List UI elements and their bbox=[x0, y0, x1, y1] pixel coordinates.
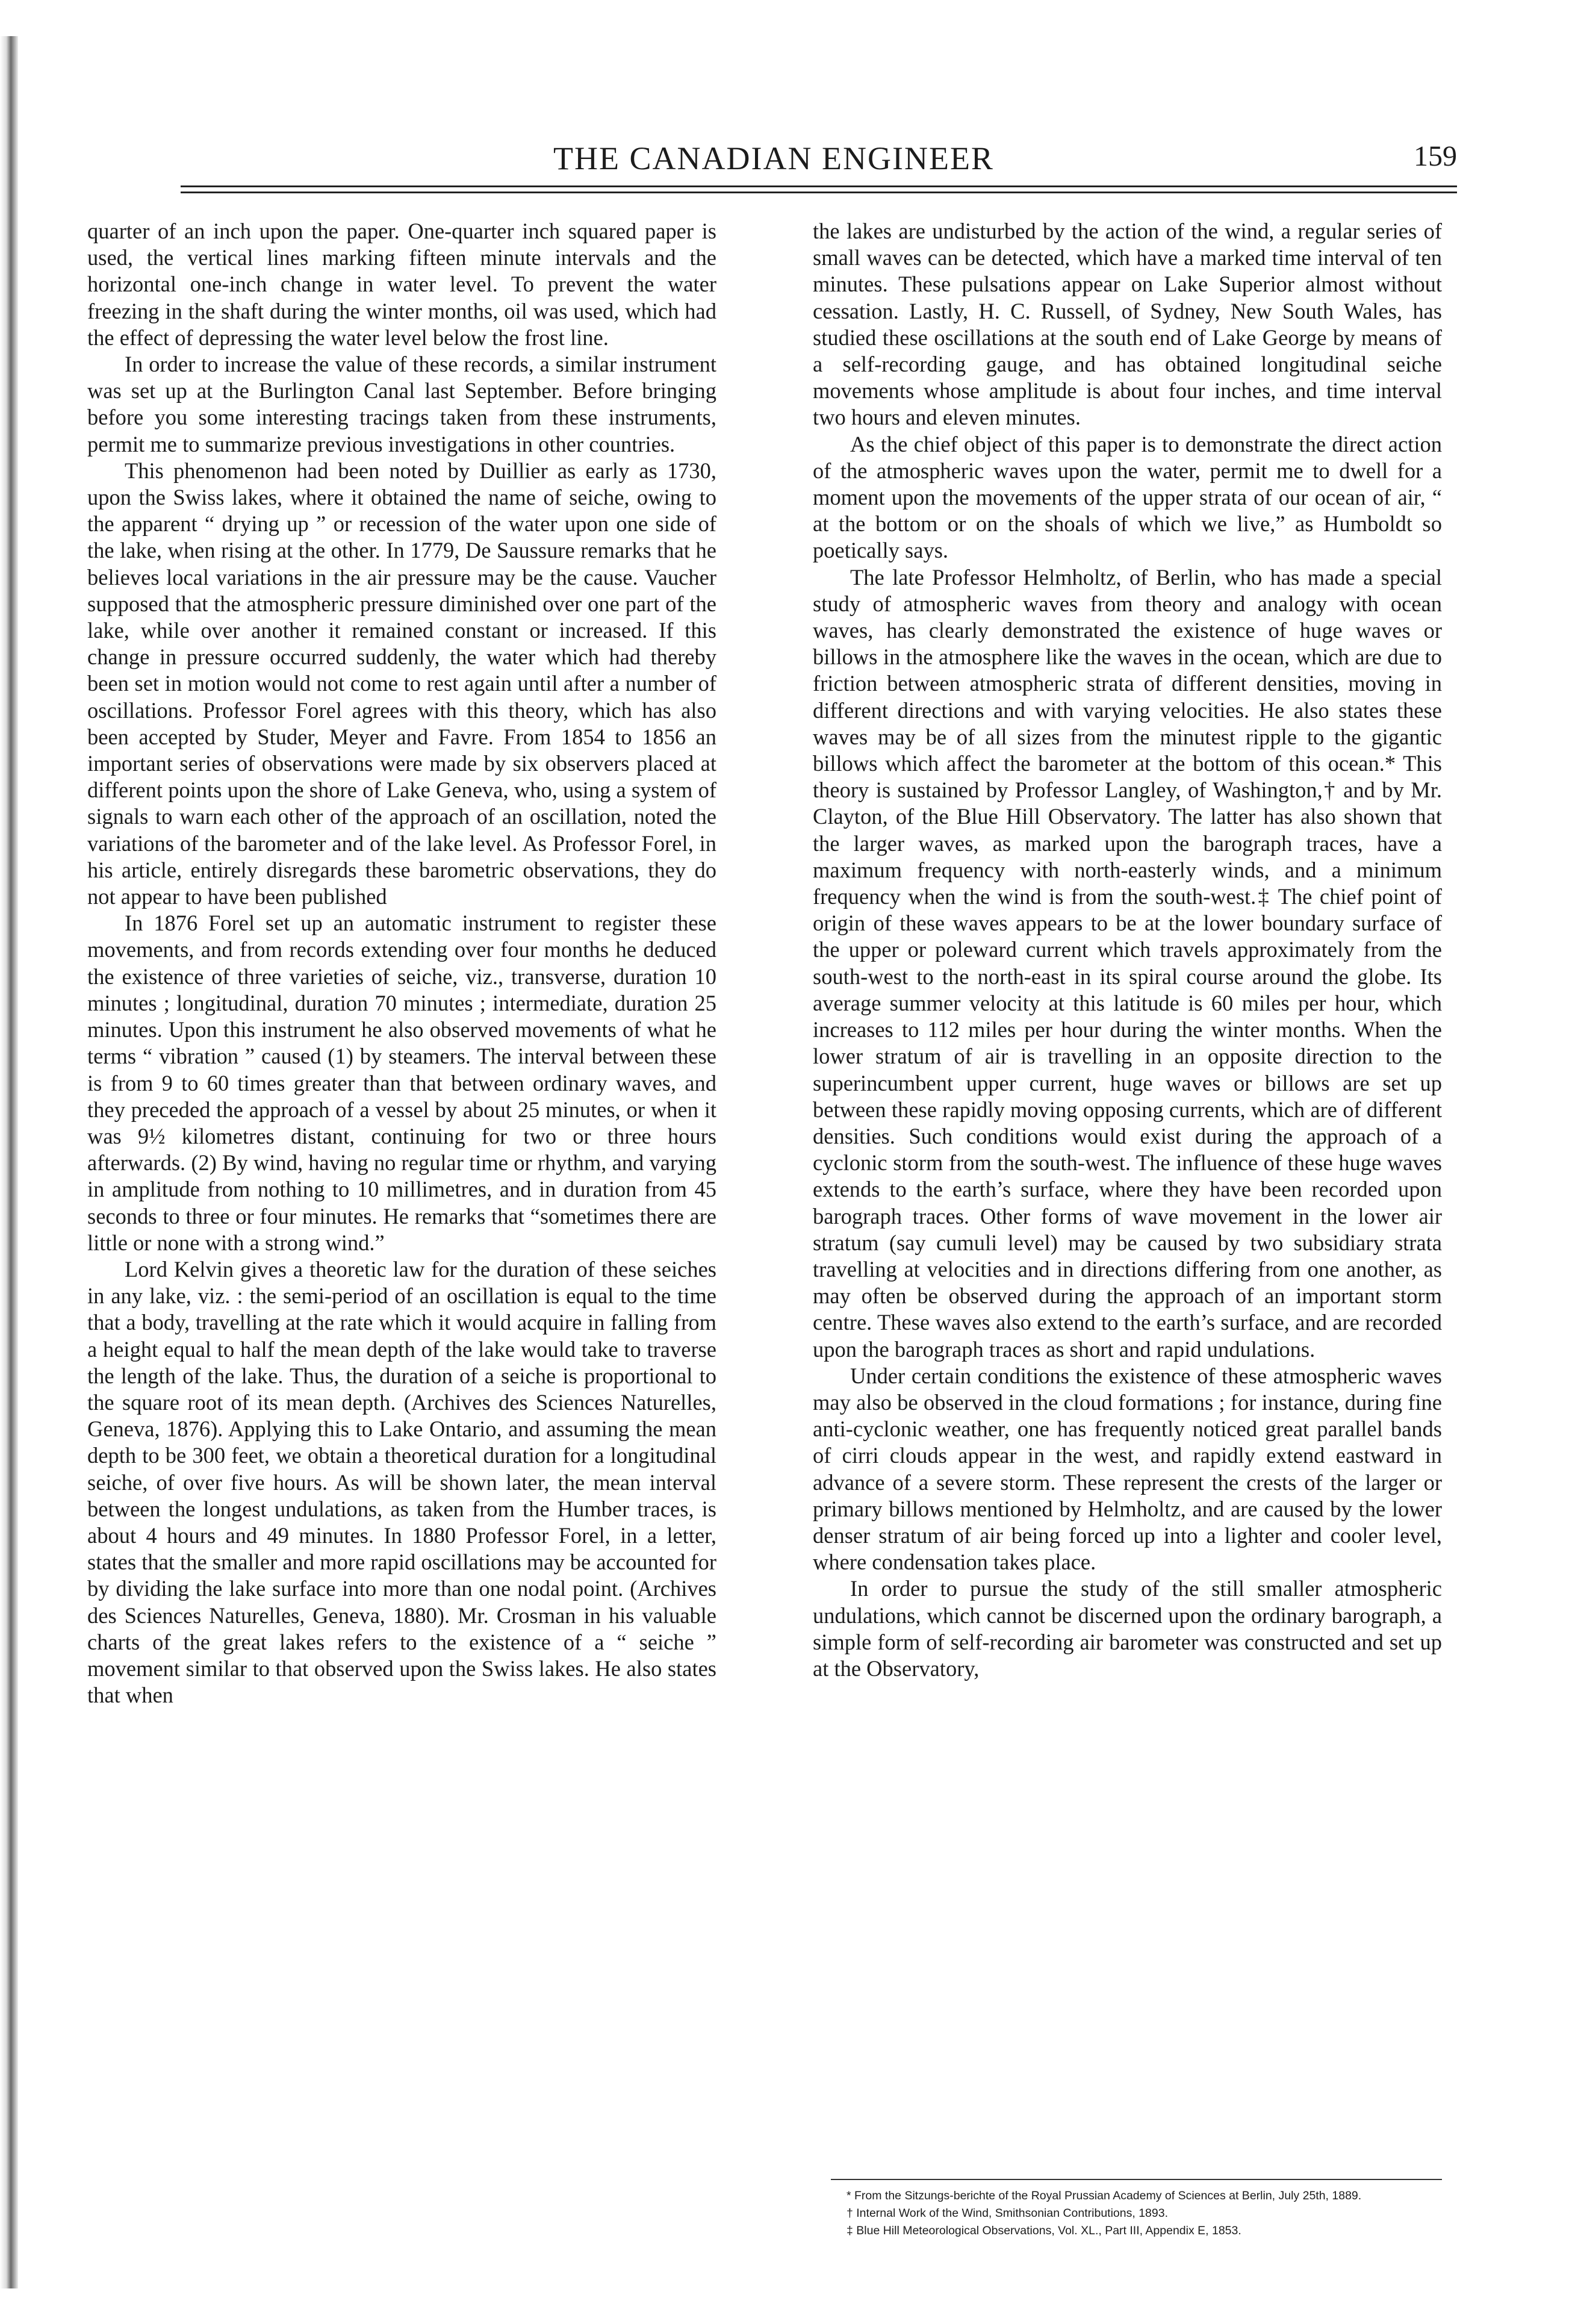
header-rule-top bbox=[181, 185, 1457, 187]
paragraph: Lord Kelvin gives a theoretic law for the duration of these seiches in any lake, viz. : the semi-period of an oscillation is equal to the time that a body, travelling at the rate which it would acquire in falling from a height equal to half the mean depth of the lake would take to traverse the length of the lake. Thus, the duration of a seiche is proportional to the square root of its mean depth. (Archives des Sciences Naturelles, Geneva, 1876). Applying this to Lake Ontario, and assuming the mean depth to be 300 feet, we obtain a theoretical duration for a longitudinal seiche, of over five hours. As will be shown later, the mean interval between the longest undulations, as taken from the Humber traces, is about 4 hours and 49 minutes. In 1880 Professor Forel, in a letter, states that the smaller and more rapid oscillations may be accounted for by dividing the lake surface into more than one nodal point. (Archives des Sciences Naturelles, Geneva, 1880). Mr. Crosman in his valuable charts of the great lakes refers to the existence of a “ seiche ” movement similar to that observed upon the Swiss lakes. He also states that when bbox=[87, 1256, 716, 1708]
footnote-rule bbox=[831, 2179, 1442, 2180]
page-binding-edge bbox=[0, 36, 18, 2288]
running-header bbox=[90, 140, 1457, 182]
paragraph: Under certain conditions the existence of these atmospheric waves may also be observed in the cloud formations ; for instance, during fine anti-cyclonic weather, one has frequently noticed great parallel bands of cirri clouds appear in the west, and rapidly extend eastward in advance of a severe storm. These represent the crests of the larger or primary billows mentioned by Helmholtz, and are caused by the lower denser stratum of air being forced up into a lighter and cooler level, where condensation takes place. bbox=[813, 1363, 1442, 1575]
left-column bbox=[87, 218, 716, 1709]
footnote: † Internal Work of the Wind, Smithsonian Contributions, 1893. bbox=[847, 2207, 1169, 2220]
footnotes bbox=[831, 2187, 1442, 2240]
paragraph: In order to increase the value of these records, a similar instrument was set up at the Burlington Canal last September. Before bringing before you some interesting tracings taken from these instruments, permit me to summarize previous investigations in other countries. bbox=[87, 352, 716, 456]
paragraph: In 1876 Forel set up an automatic instrument to register these movements, and from records extending over four months he deduced the existence of three varieties of seiche, viz., transverse, duration 10 minutes ; longitudinal, duration 70 minutes ; intermediate, duration 25 minutes. Upon this instrument he also observed movements of what he terms “ vibration ” caused (1) by steamers. The interval between these is from 9 to 60 times greater than that between ordinary waves, and they preceded the approach of a vessel by about 25 minutes, or when it was 9½ kilometres distant, continuing for two or three hours afterwards. (2) By wind, having no regular time or rhythm, and varying in amplitude from nothing to 10 millimetres, and in duration from 45 seconds to three or four minutes. He remarks that “sometimes there are little or none with a strong wind.” bbox=[87, 911, 716, 1255]
paragraph: As the chief object of this paper is to demonstrate the direct action of the atmospheric waves upon the water, permit me to dwell for a moment upon the movements of the upper strata of our ocean of air, “ at the bottom or on the shoals of which we live,” as Humboldt so poetically says. bbox=[813, 431, 1442, 563]
paragraph: the lakes are undisturbed by the action of the wind, a regular series of small waves can be detected, which have a marked time interval of ten minutes. These pulsations appear on Lake Superior almost without cessation. Lastly, H. C. Russell, of Sydney, New South Wales, has studied these oscillations at the south end of Lake George by means of a self-recording gauge, and has obtained longitudinal seiche movements whose amplitude is about four inches, and time interval two hours and eleven minutes. bbox=[813, 219, 1442, 430]
paragraph: In order to pursue the study of the still smaller atmospheric undulations, which cannot be discerned upon the ordinary barograph, a simple form of self-recording air barometer was constructed and set up at the Observatory, bbox=[813, 1576, 1442, 1681]
paragraph: The late Professor Helmholtz, of Berlin, who has made a special study of atmospheric waves from theory and analogy with ocean waves, has clearly demonstrated the existence of huge waves or billows in the atmosphere like the waves in the ocean, which are due to friction between atmospheric strata of different densities, moving in different directions and with varying velocities. He also states these waves may be of all sizes from the minutest ripple to the gigantic billows which affect the barometer at the bottom of this ocean.* This theory is sustained by Professor Langley, of Washington,† and by Mr. Clayton, of the Blue Hill Observatory. The latter has also shown that the larger waves, as marked upon the barograph traces, have a maximum frequency with north-easterly winds, and a minimum frequency when the wind is from the south-west.‡ The chief point of origin of these waves appears to be at the lower boundary surface of the upper or poleward current which travels approximately from the south-west to the north-east in its spiral course around the globe. Its average summer velocity at this latitude is 60 miles per hour, which increases to 112 miles per hour during the winter months. When the lower stratum of air is travelling in an opposite direction to the superincumbent upper current, huge waves or billows are set up between these rapidly moving opposing currents, which are of different densities. Such conditions would exist during the approach of a cyclonic storm from the south-west. The influence of these huge waves extends to the earth’s surface, where they have been recorded upon barograph traces. Other forms of wave movement in the lower air stratum (say cumuli level) may be caused by two subsidiary strata travelling at velocities and in directions differing from one another, as may often be observed during the approach of an important storm centre. These waves also extend to the earth’s surface, and are recorded upon the barograph traces as short and rapid undulations. bbox=[813, 564, 1442, 1362]
footnote: * From the Sitzungs-berichte of the Royal Prussian Academy of Sciences at Berlin, July 25th, 1889. bbox=[847, 2189, 1362, 2202]
journal-title: THE CANADIAN ENGINEER bbox=[553, 140, 994, 176]
footnote: ‡ Blue Hill Meteorological Observations, Vol. XL., Part III, Appendix E, 1853. bbox=[847, 2224, 1241, 2237]
paragraph: quarter of an inch upon the paper. One-quarter inch squared paper is used, the vertical lines marking fifteen minute intervals and the horizontal one-inch change in water level. To prevent the water freezing in the shaft during the winter months, oil was used, which had the effect of depressing the water level below the frost line. bbox=[87, 219, 716, 350]
header-rule-bottom bbox=[181, 192, 1457, 193]
paragraph: This phenomenon had been noted by Duillier as early as 1730, upon the Swiss lakes, where it obtained the name of seiche, owing to the apparent “ drying up ” or recession of the water upon one side of the lake, when rising at the other. In 1779, De Saussure remarks that he believes local variations in the air pressure may be the cause. Vaucher supposed that the atmospheric pressure diminished over one part of the lake, while over another it remained constant or increased. If this change in pressure occurred suddenly, the water which had thereby been set in motion would not come to rest again until after a number of oscillations. Professor Forel agrees with this theory, which has also been accepted by Studer, Meyer and Favre. From 1854 to 1856 an important series of observations were made by six observers placed at different points upon the shore of Lake Geneva, who, using a system of signals to warn each other of the approach of an oscillation, noted the variations of the barometer and of the lake level. As Professor Forel, in his article, entirely disregards these barometric observations, they do not appear to have been published bbox=[87, 458, 716, 909]
right-column bbox=[813, 218, 1442, 1682]
page-number: 159 bbox=[1414, 140, 1457, 172]
